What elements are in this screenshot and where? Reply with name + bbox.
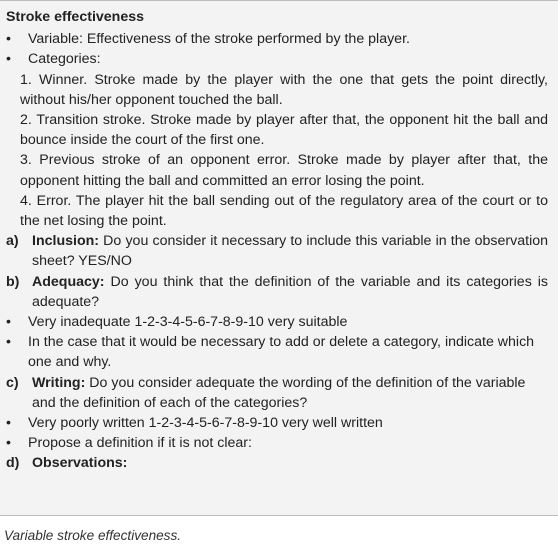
bullet-icon: •	[6, 314, 11, 331]
question-text: Do you consider adequate the wording of the definition of the variable and the definition of each of the categories?	[32, 374, 526, 411]
bullet-icon: •	[6, 51, 11, 68]
variable-item	[6, 29, 548, 49]
question-text: Do you think that the definition of the variable and its categories is adequate?	[32, 273, 548, 310]
category-item: 3. Previous stroke of an opponent error. Stroke made by player after that, the opponent hitting the ball and committed an error losing the point.	[20, 152, 548, 189]
categories-item	[6, 49, 548, 69]
inclusion-question	[6, 231, 548, 271]
bullet-icon: •	[6, 31, 11, 48]
note-text: In the case that it would be necessary to add or delete a category, indicate which one and why.	[28, 334, 535, 371]
variable-text: Variable: Effectiveness of the stroke performed by the player.	[28, 31, 410, 48]
question-label: Adequacy:	[32, 273, 105, 290]
adequacy-scale-item	[6, 312, 548, 332]
observations-question	[6, 453, 548, 473]
question-letter: d)	[6, 455, 20, 472]
bullet-icon: •	[6, 435, 11, 452]
table-title: Stroke effectiveness	[6, 9, 145, 25]
table-caption: Variable stroke effectiveness.	[4, 528, 182, 543]
category-item: 1. Winner. Stroke made by the player with the one that gets the point directly, without his/her opponent touched the ball.	[20, 71, 548, 108]
scale-text: Very inadequate 1-2-3-4-5-6-7-8-9-10 very suitable	[28, 314, 348, 331]
question-letter: c)	[6, 374, 19, 391]
scale-text: Very poorly written 1-2-3-4-5-6-7-8-9-10 very well written	[28, 415, 383, 432]
adequacy-note-item	[6, 332, 548, 372]
writing-scale-item	[6, 413, 548, 433]
adequacy-question	[6, 272, 548, 312]
question-label: Writing:	[32, 374, 86, 391]
category-item: 2. Transition stroke. Stroke made by player after that, the opponent hit the ball and bounce inside the court of the first one.	[20, 112, 548, 149]
writing-note-item	[6, 433, 548, 453]
table-content	[6, 7, 548, 474]
question-text: Do you consider it necessary to include this variable in the observation sheet? YES/NO	[32, 233, 548, 270]
question-letter: a)	[6, 233, 19, 250]
question-label: Observations:	[32, 455, 128, 472]
note-text: Propose a definition if it is not clear:	[28, 435, 252, 452]
bullet-icon: •	[6, 334, 11, 351]
question-letter: b)	[6, 273, 20, 290]
category-item: 4. Error. The player hit the ball sending out of the regulatory area of the court or to the net losing the point.	[20, 192, 548, 230]
bullet-icon: •	[6, 415, 11, 432]
question-label: Inclusion:	[32, 233, 99, 250]
writing-question	[6, 373, 548, 413]
categories-label: Categories:	[28, 51, 101, 68]
